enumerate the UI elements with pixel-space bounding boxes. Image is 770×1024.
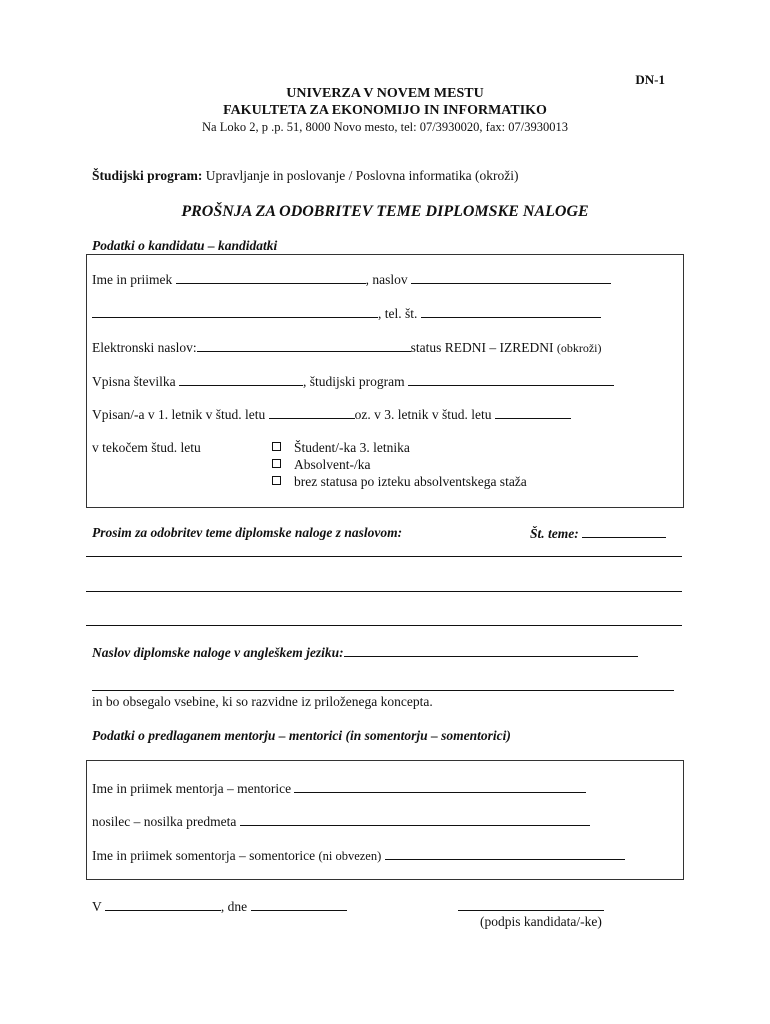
place-field[interactable]: [105, 898, 221, 911]
candidate-section-heading: Podatki o kandidatu – kandidatki: [92, 238, 278, 253]
current-year-label: v tekočem štud. letu: [92, 440, 201, 455]
comentor-row: [92, 847, 625, 864]
signature-label: (podpis kandidata/-ke): [480, 914, 602, 929]
faculty-address: Na Loko 2, p .p. 51, 8000 Novo mesto, tel: 07/3930020, fax: 07/3930013: [202, 120, 568, 134]
study-program-label: Študijski program:: [92, 168, 203, 183]
year3-label: oz. v 3. letnik v štud. letu: [354, 407, 492, 422]
topic-request-label: Prosim za odobritev teme diplomske naloge z naslovom:: [92, 525, 403, 540]
english-title-line-2[interactable]: [92, 690, 674, 691]
course-holder-row: [92, 813, 590, 830]
university-name: UNIVERZA V NOVEM MESTU: [286, 86, 484, 101]
checkbox-icon[interactable]: [272, 476, 281, 485]
topic-line-2[interactable]: [86, 591, 682, 592]
mentor-section-heading: Podatki o predlaganem mentorju – mentorici (in somentorju – somentorici): [92, 728, 511, 743]
enrollment-label: Vpisna številka: [92, 374, 176, 389]
email-label: Elektronski naslov:: [92, 340, 197, 355]
email-status-row: [92, 339, 602, 356]
signature-line[interactable]: [458, 910, 604, 911]
course-holder-field[interactable]: [240, 813, 590, 826]
study-program-row: [92, 168, 518, 184]
document-code: DN-1: [635, 72, 665, 87]
place-label: V: [92, 899, 102, 914]
status-option-1[interactable]: Študent/-ka 3. letnika: [272, 440, 410, 456]
date-label: , dne: [220, 899, 248, 914]
english-title-row: [92, 644, 638, 661]
year1-field[interactable]: [269, 406, 355, 419]
topic-line-1[interactable]: [86, 556, 682, 557]
topic-number-field[interactable]: [582, 525, 666, 538]
name-address-row: [92, 271, 611, 288]
year1-label: Vpisan/-a v 1. letnik v štud. letu: [92, 407, 266, 422]
topic-number-label: Št. teme:: [530, 526, 579, 541]
mentor-label: Ime in priimek mentorja – mentorice: [92, 781, 292, 796]
email-field[interactable]: [197, 339, 411, 352]
english-title-label: Naslov diplomske naloge v angleškem jeziku:: [92, 645, 344, 660]
checkbox-icon[interactable]: [272, 459, 281, 468]
comentor-hint: (ni obvezen): [318, 849, 382, 863]
date-field[interactable]: [251, 898, 347, 911]
enrollment-row: [92, 373, 614, 390]
form-title: PROŠNJA ZA ODOBRITEV TEME DIPLOMSKE NALOGE: [181, 203, 589, 220]
mentor-row: [92, 780, 586, 797]
year-row: [92, 406, 571, 423]
tel-label: , tel. št.: [378, 306, 418, 321]
topic-line-3[interactable]: [86, 625, 682, 626]
faculty-name: FAKULTETA ZA EKONOMIJO IN INFORMATIKO: [223, 103, 547, 118]
name-label: Ime in priimek: [92, 272, 173, 287]
status-option-2[interactable]: Absolvent-/ka: [272, 457, 371, 473]
contents-note: in bo obsegalo vsebine, ki so razvidne iz priloženega koncepta.: [92, 694, 433, 709]
name-field[interactable]: [176, 271, 366, 284]
tel-field[interactable]: [421, 305, 601, 318]
year3-field[interactable]: [495, 406, 571, 419]
study-program-field[interactable]: [408, 373, 614, 386]
comentor-field[interactable]: [385, 847, 625, 860]
topic-number-row: [530, 525, 666, 542]
comentor-label: Ime in priimek somentorja – somentorice: [92, 848, 316, 863]
address-label: , naslov: [365, 272, 408, 287]
address-field-2[interactable]: [92, 305, 378, 318]
course-holder-label: nosilec – nosilka predmeta: [92, 814, 237, 829]
status-hint: (obkroži): [556, 341, 602, 355]
address-tel-row: [92, 305, 601, 322]
english-title-field[interactable]: [344, 644, 638, 657]
study-program-value[interactable]: Upravljanje in poslovanje / Poslovna informatika (okroži): [205, 168, 519, 183]
study-program-label-2: , študijski program: [303, 374, 405, 389]
status-option-3[interactable]: brez statusa po izteku absolventskega staža: [272, 474, 527, 490]
checkbox-icon[interactable]: [272, 442, 281, 451]
place-date-row: [92, 898, 347, 915]
enrollment-field[interactable]: [179, 373, 303, 386]
status-label[interactable]: status REDNI – IZREDNI: [410, 340, 554, 355]
address-field[interactable]: [411, 271, 611, 284]
mentor-field[interactable]: [294, 780, 586, 793]
